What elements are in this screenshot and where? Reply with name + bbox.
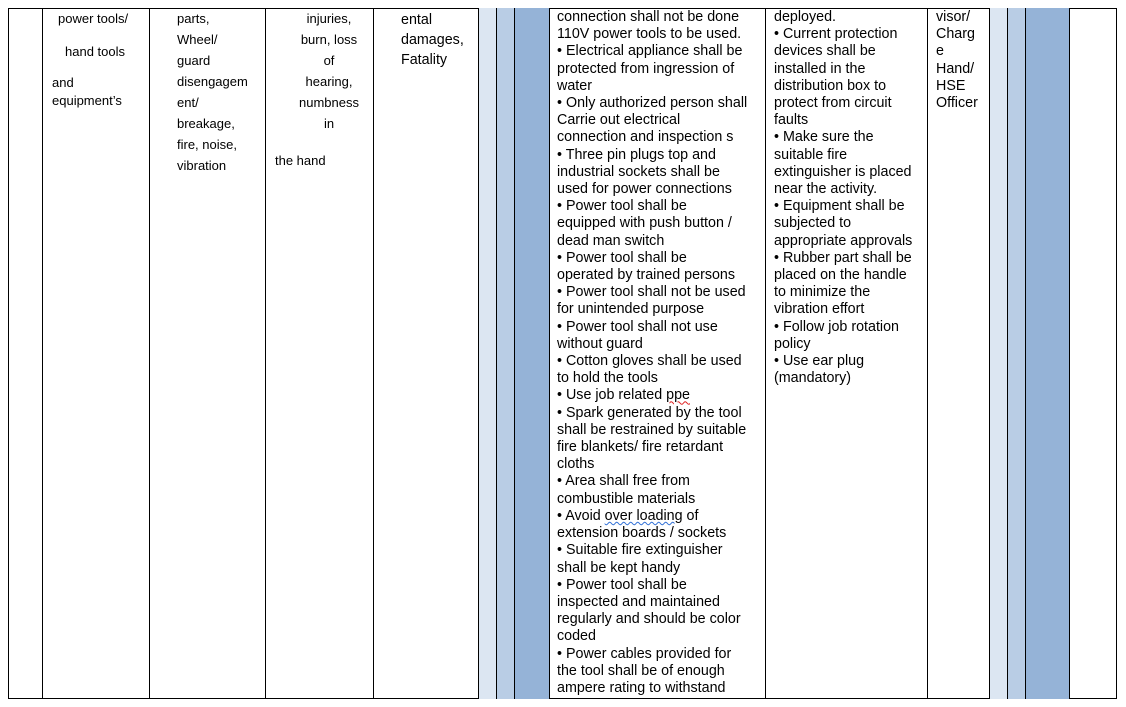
additional-controls-text: deployed. • Current protection devices shall be installed in the distribution box to protect from circuit faults • Make sure the suitable fire extinguisher is placed near the activity. • Equipment shall be subjected to appropriate approvals • Rubber part shall be placed on the handle to minimize the vibration effort • Follow job rotation policy • Use ear plug (mandatory) (774, 9, 913, 387)
spellcheck-word-ppe: ppe (666, 387, 690, 404)
shaded-cell-residual-likelihood (989, 8, 1007, 699)
column-affected (373, 8, 478, 699)
activity-line-1: power tools/ (58, 11, 129, 26)
hazard-text: parts, Wheel/ guard disengagem ent/ breakage, fire, noise, vibration (177, 11, 248, 173)
column-remarks (1069, 8, 1117, 699)
shaded-cell-residual-severity (1007, 8, 1025, 699)
consequence-last-line: the hand (275, 153, 326, 168)
shaded-cell-risk-rating (514, 8, 549, 699)
shaded-cell-residual-risk (1025, 8, 1069, 699)
affected-text: ental damages, Fatality (401, 12, 464, 68)
controls-part-3: of extension boards / sockets • Suitable fire extinguisher shall be kept handy • Power tool shall be inspected and maintained regularly and should be color coded • Power cables provided for the tool shall be of enough ampere rating to withstand (557, 507, 741, 696)
grammar-word-overloading: over loading (604, 507, 683, 524)
controls-part-2: • Spark generated by the tool shall be restrained by suitable fire blankets/ fire retardant cloths • Area shall free from combustible materials • Avoid (557, 404, 747, 524)
shaded-cell-likelihood (478, 8, 496, 699)
responsible-text: visor/ Charg e Hand/ HSE Officer (936, 9, 978, 112)
existing-controls-text (557, 9, 747, 697)
consequence-text: injuries, burn, loss of hearing, numbness in (299, 11, 359, 131)
column-activity (42, 8, 149, 699)
controls-part-1: connection shall not be done 110V power tools to be used. • Electrical appliance shall be protected from ingression of water • Only authorized person shall Carrie out electrical connection and inspection s • Three pin plugs top and industrial sockets shall be used for power connections • Power tool shall be equipped with push button / dead man switch • Power tool shall be operated by trained persons • Power tool shall not be used for unintended purpose • Power tool shall not use without guard • Cotton gloves shall be used to hold the tools • Use job related (557, 9, 748, 404)
activity-line-2: hand tools (65, 44, 125, 59)
activity-line-3: and (52, 75, 74, 90)
shaded-cell-severity (496, 8, 514, 699)
activity-line-4: equipment’s (52, 93, 122, 108)
